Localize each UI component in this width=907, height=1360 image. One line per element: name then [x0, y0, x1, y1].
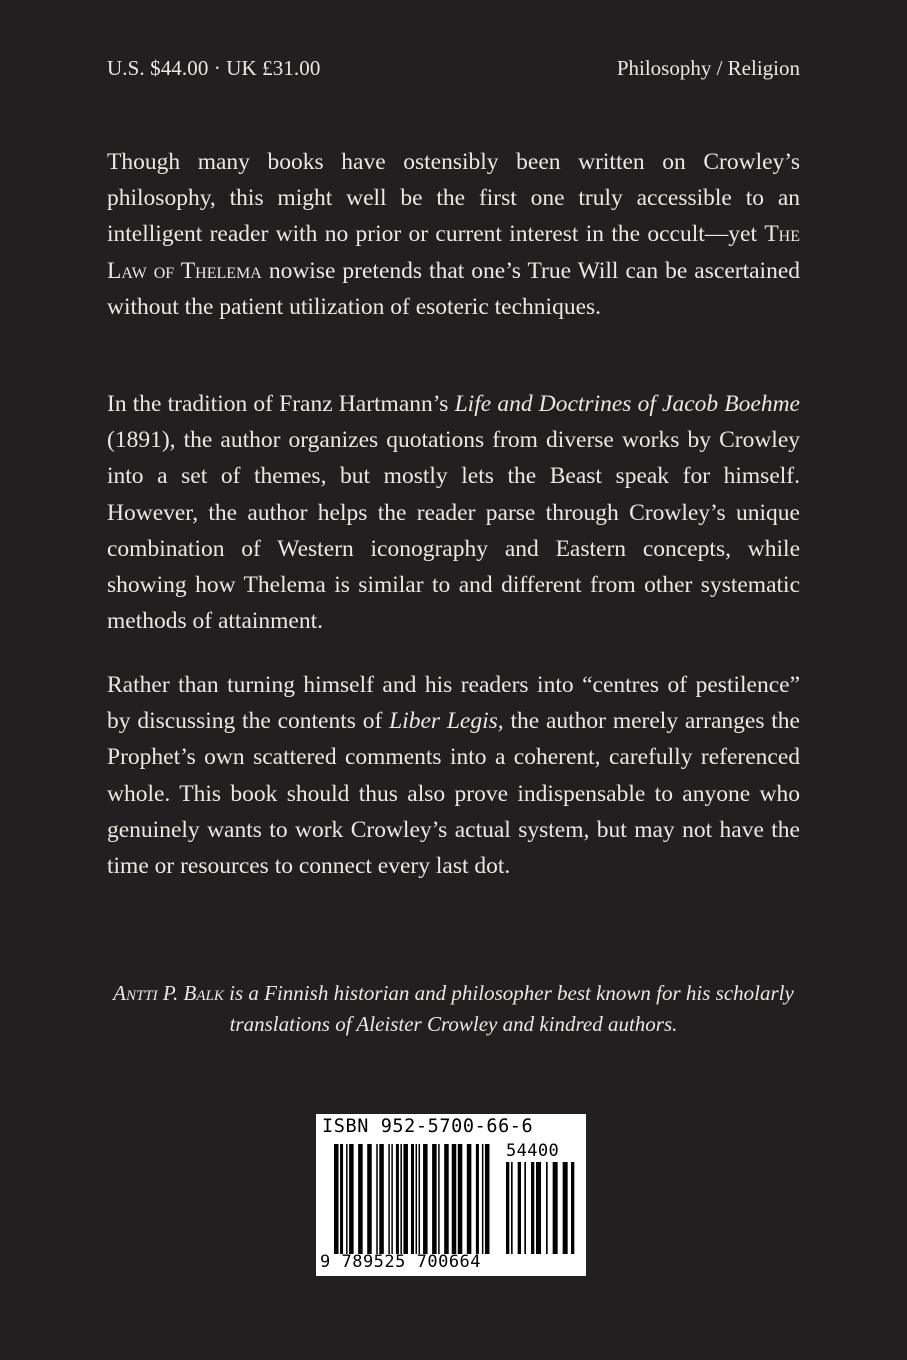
- price-label: U.S. $44.00 · UK £31.00: [107, 56, 321, 80]
- barcode-bar: [518, 1162, 521, 1254]
- barcode-bar: [419, 1144, 421, 1254]
- author-name: Antti P. Balk: [113, 981, 224, 1005]
- barcode-bar: [334, 1144, 339, 1254]
- blurb-text: In the tradition of Franz Hartmann’s: [107, 391, 455, 417]
- barcode-bar: [367, 1144, 372, 1254]
- author-bio-text: is a Finnish historian and philosopher best known for his scholarly translations of Aleister Crowley and kindred authors.: [223, 981, 794, 1036]
- barcode-bar: [396, 1144, 399, 1254]
- barcode-bar: [432, 1144, 437, 1254]
- category-label: Philosophy / Religion: [616, 56, 800, 80]
- isbn-label: ISBN 952-5700-66-6: [322, 1116, 534, 1137]
- barcode-bar: [340, 1144, 343, 1254]
- barcode-bar: [379, 1144, 384, 1254]
- barcode-bar: [546, 1162, 548, 1254]
- barcode-bar: [482, 1144, 484, 1254]
- ean-number: 9 789525 700664: [320, 1252, 482, 1272]
- barcode-bar: [506, 1162, 509, 1254]
- blurb-paragraph-1: [107, 144, 800, 325]
- author-bio: [107, 978, 800, 1040]
- blurb-text: Though many books have ostensibly been written on Crowley’s philosophy, this might well be the first one truly accessible to an intelligent reader with no prior or current interest in the occult—yet: [107, 149, 800, 248]
- barcode-bar: [400, 1144, 402, 1254]
- barcode-bar: [438, 1144, 440, 1254]
- barcode-bar: [391, 1144, 393, 1254]
- barcode-bar: [485, 1144, 490, 1254]
- barcode-bar: [563, 1162, 568, 1254]
- barcode-bar: [346, 1144, 348, 1254]
- addon-barcode-bars: [506, 1162, 576, 1254]
- isbn-barcode: [316, 1114, 586, 1276]
- ean-barcode-bars: [334, 1144, 494, 1254]
- barcode-bar: [423, 1144, 428, 1254]
- barcode-bar: [524, 1162, 526, 1254]
- barcode-bar: [376, 1144, 378, 1254]
- barcode-bar: [444, 1144, 449, 1254]
- barcode-bar: [458, 1144, 463, 1254]
- barcode-bar: [416, 1144, 418, 1254]
- barcode-bar: [511, 1162, 513, 1254]
- barcode-bar: [531, 1162, 534, 1254]
- blurb-text: Rather than turning himself and his readers into “centres of pestilence” by discussing the contents of: [107, 672, 800, 735]
- barcode-bar: [452, 1144, 457, 1254]
- blurb-text: nowise pretends that one’s True Will can be ascertained without the patient utilization of esoteric techniques.: [107, 257, 800, 320]
- barcode-addon-number: 54400: [506, 1141, 560, 1161]
- barcode-bar: [536, 1162, 541, 1254]
- blurb-text: (1891), the author organizes quotations from diverse works by Crowley into a set of themes, but mostly lets the Beast speak for himself. However, the author helps the reader parse through Crowley’s unique combination of Western iconography and Eastern concepts, while showing how Thelema is similar to and different from other systematic methods of attainment.: [107, 427, 800, 635]
- barcode-bar: [358, 1144, 363, 1254]
- referenced-title: Liber Legis: [389, 708, 498, 735]
- barcode-bar: [553, 1162, 558, 1254]
- barcode-bar: [411, 1144, 414, 1254]
- blurb-text: , the author merely arranges the Prophet’s own scattered comments into a coherent, carefully referenced whole. This book should thus also prove indispensable to anyone who genuinely wants to work Crowley’s actual system, but may not have the time or resources to connect every last dot.: [107, 708, 800, 880]
- barcode-bar: [571, 1162, 574, 1254]
- barcode-bar: [476, 1144, 479, 1254]
- barcode-bar: [349, 1144, 354, 1254]
- blurb-paragraph-3: [107, 667, 800, 884]
- barcode-bar: [388, 1144, 390, 1254]
- blurb-paragraph-2: [107, 386, 800, 639]
- barcode-bar: [403, 1144, 408, 1254]
- book-title: The Law of Thelema: [107, 221, 800, 284]
- barcode-bar: [467, 1144, 472, 1254]
- referenced-title: Life and Doctrines of Jacob Boehme: [454, 391, 800, 417]
